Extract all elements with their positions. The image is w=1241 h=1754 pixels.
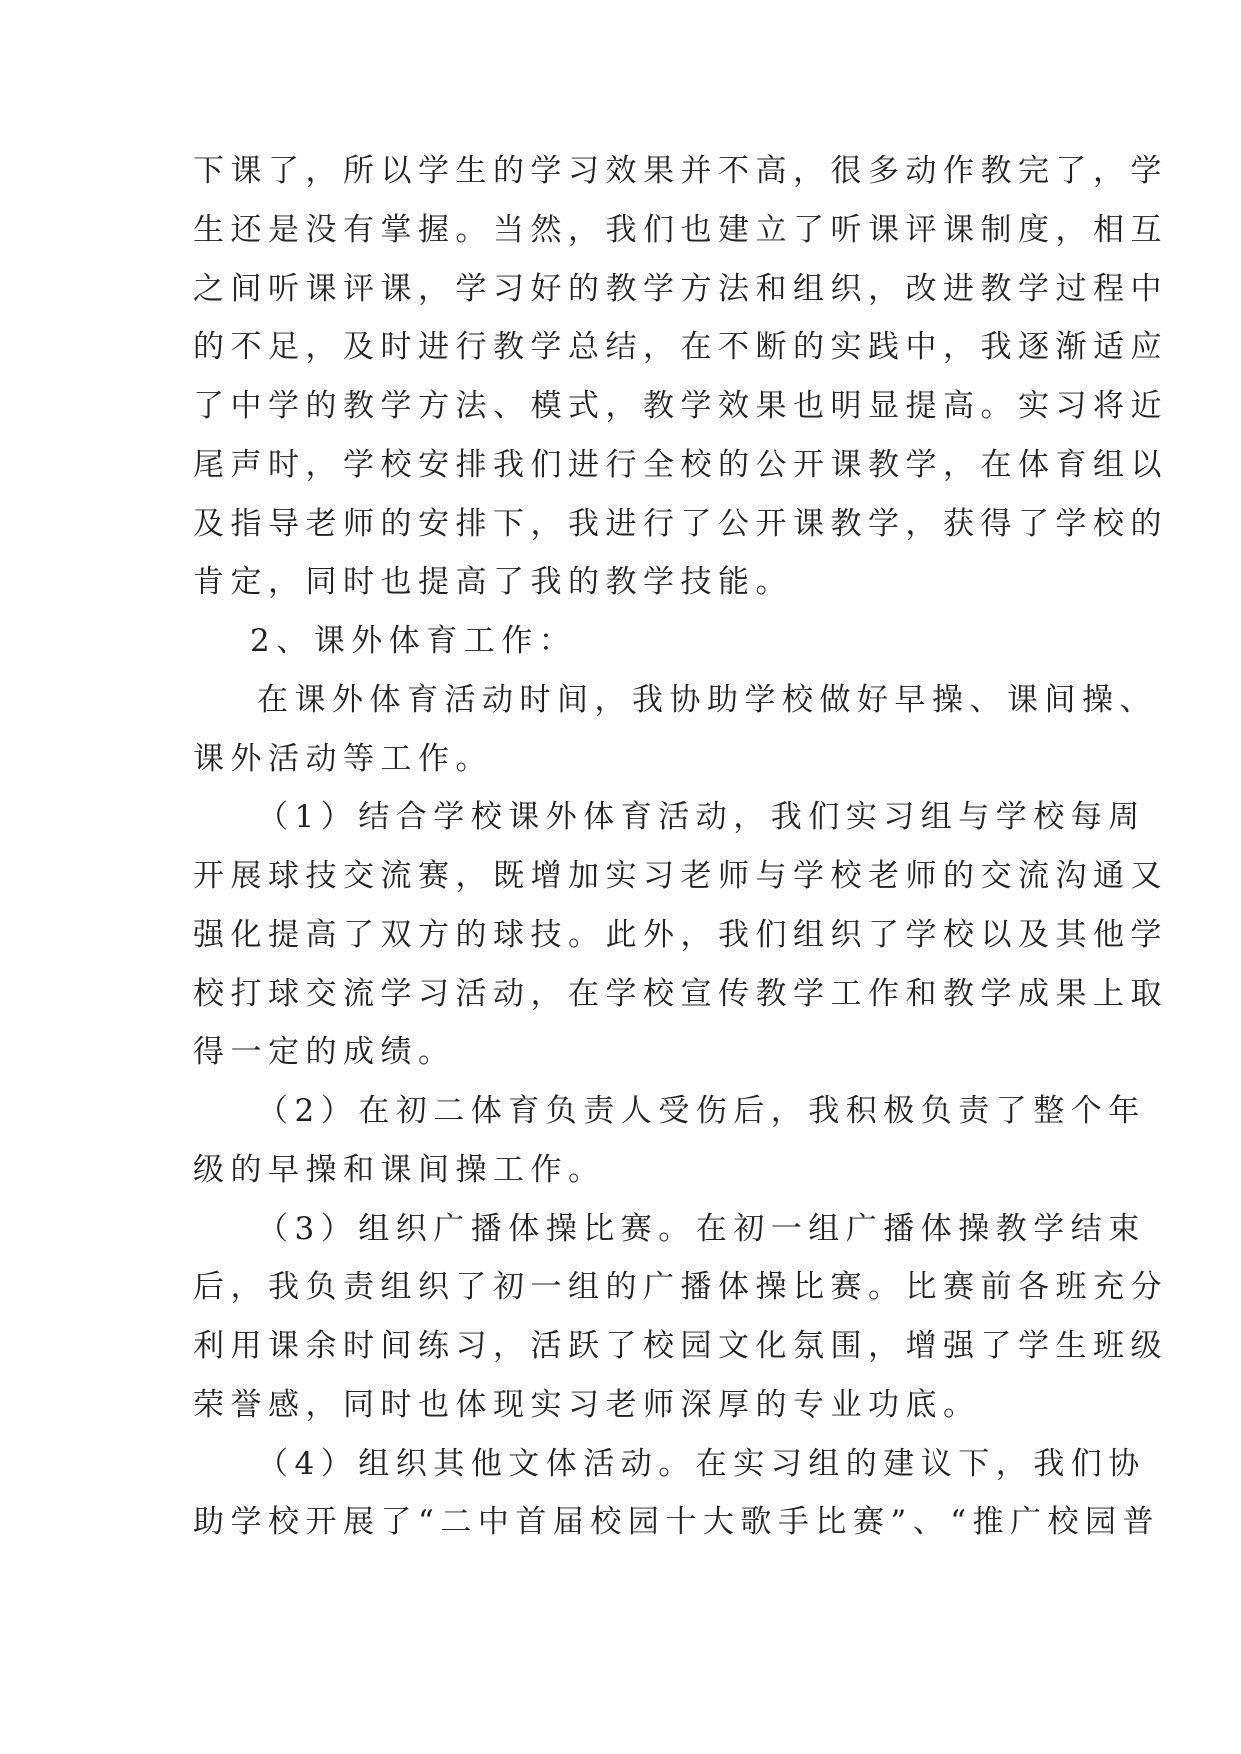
text-line: 助学校开展了“二中首届校园十大歌手比赛”、“推广校园普: [193, 1504, 1161, 1540]
text-line: （2）在初二体育负责人受伤后，我积极负责了整个年: [257, 1093, 1146, 1129]
text-line: 之间听课评课，学习好的教学方法和组织，改进教学过程中: [193, 271, 1168, 307]
text-line: 后，我负责组织了初一组的广播体操比赛。比赛前各班充分: [193, 1269, 1168, 1305]
text-line: 肯定，同时也提高了我的教学技能。: [193, 564, 793, 600]
text-line: 级的早操和课间操工作。: [193, 1152, 606, 1188]
text-line: 下课了，所以学生的学习效果并不高，很多动作教完了，学: [193, 153, 1168, 189]
text-line: 的不足，及时进行教学总结，在不断的实践中，我逐渐适应: [193, 329, 1168, 365]
text-line: 了中学的教学方法、模式，教学效果也明显提高。实习将近: [193, 388, 1168, 424]
text-line: 课外活动等工作。: [193, 741, 493, 777]
text-line: 得一定的成绩。: [193, 1034, 456, 1070]
text-line: （1）结合学校课外体育活动，我们实习组与学校每周: [257, 799, 1146, 835]
section-heading: 2、课外体育工作：: [250, 623, 577, 659]
text-line: （3）组织广播体操比赛。在初一组广播体操教学结束: [257, 1211, 1146, 1247]
text-line: 尾声时，学校安排我们进行全校的公开课教学，在体育组以: [193, 447, 1168, 483]
text-line: （4）组织其他文体活动。在实习组的建议下，我们协: [257, 1446, 1146, 1482]
text-line: 及指导老师的安排下，我进行了公开课教学，获得了学校的: [193, 506, 1168, 542]
text-line: 生还是没有掌握。当然，我们也建立了听课评课制度，相互: [193, 212, 1168, 248]
text-line: 荣誉感，同时也体现实习老师深厚的专业功底。: [193, 1387, 981, 1423]
text-line: 校打球交流学习活动，在学校宣传教学工作和教学成果上取: [193, 976, 1168, 1012]
text-line: 在课外体育活动时间，我协助学校做好早操、课间操、: [257, 682, 1157, 718]
text-line: 利用课余时间练习，活跃了校园文化氛围，增强了学生班级: [193, 1328, 1168, 1364]
text-line: 强化提高了双方的球技。此外，我们组织了学校以及其他学: [193, 917, 1168, 953]
text-line: 开展球技交流赛，既增加实习老师与学校老师的交流沟通又: [193, 858, 1168, 894]
